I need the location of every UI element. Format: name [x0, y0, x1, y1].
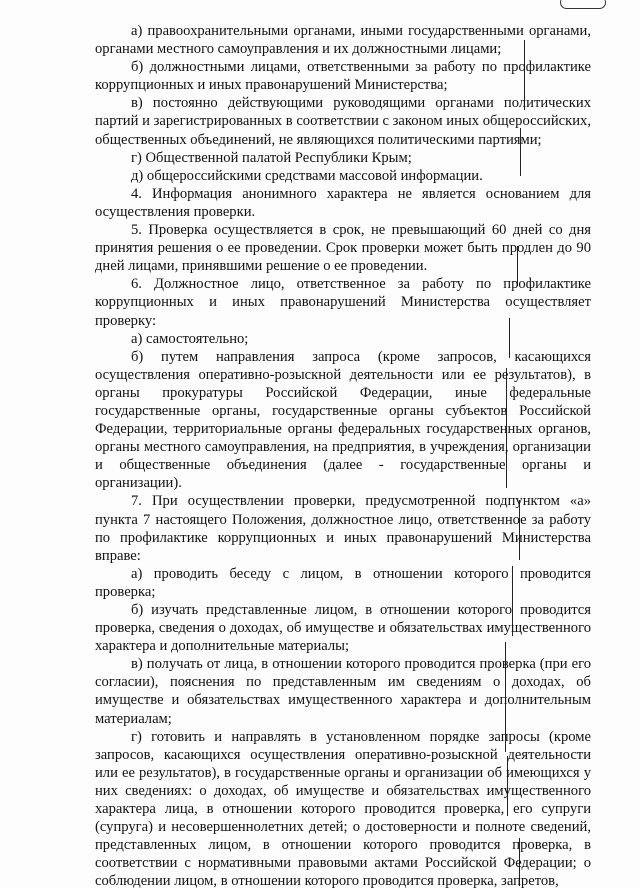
paragraph: 4. Информация анонимного характера не является основанием для осуществления проверки. [95, 185, 591, 220]
paragraph: д) общероссийскими средствами массовой информации. [131, 167, 483, 184]
paragraph: б) изучать представленные лицом, в отношении которого проводится проверка, сведения о доходах, об имуществе и обязательствах имущественного характера и дополнительные материалы; [95, 602, 591, 655]
paragraph: б) должностными лицами, ответственными за работу по профилактике коррупционных и иных правонарушений Министерства; [95, 59, 591, 94]
paragraph: б) путем направления запроса (кроме запросов, касающихся осуществления оперативно-розыскной деятельности или ее результатов), в органы прокуратуры Российской Федерации, иные федеральные государственные органы, государственные органы субъектов Российской Федерации, территориальные органы федеральных государственных органов, органы местного самоуправления, на предприятия, в учреждения, организации и общественные объединения (далее - государственные органы и организации). [95, 348, 591, 492]
paragraph: а) проводить беседу с лицом, в отношении которого проводится проверка; [95, 565, 591, 600]
paragraph: а) самостоятельно; [131, 330, 249, 347]
paragraph: 5. Проверка осуществляется в срок, не превышающий 60 дней со дня принятия решения о ее проведении. Срок проверки может быть продлен до 90 дней лицами, принявшими решение о ее проведении. [95, 222, 591, 275]
paragraph: 7. При осуществлении проверки, предусмотренной подпунктом «а» пункта 7 настоящего Положения, должностное лицо, ответственное за работу по профилактике коррупционных и иных правонарушений Министерства вправе: [95, 493, 591, 564]
paragraph: г) Общественной палатой Республики Крым; [131, 149, 412, 166]
page-corner-mark [560, 0, 606, 9]
paragraph: 6. Должностное лицо, ответственное за работу по профилактике коррупционных и иных правонарушений Министерства осуществляет проверку: [95, 276, 591, 329]
paragraph: г) готовить и направлять в установленном порядке запросы (кроме запросов, касающихся осуществления оперативно-розыскной деятельности или ее результатов), в государственные органы и организации об имеющихся у них сведениях: о доходах, об имуществе и обязательствах имущественного характера лица, в отношении которого проводится проверка, его супруги (супруга) и несовершеннолетних детей; о достоверности и полноте сведений, представленных лицом, в отношении которого проводится проверка, в соответствии с нормативными правовыми актами Российской Федерации; о соблюдении лицом, в отношении которого проводится проверка, запретов, [95, 728, 591, 890]
paragraph: а) правоохранительными органами, иными государственными органами, органами местного самоуправления и их должностными лицами; [95, 23, 591, 58]
paragraph: в) получать от лица, в отношении которого проводится проверка (при его согласии), пояснения по представленным им сведениям о доходах, об имуществе и обязательствах имущественного характера и дополнительным материалам; [95, 656, 591, 727]
paragraph: в) постоянно действующими руководящими органами политических партий и зарегистрированных в соответствии с законом иных общероссийских, общественных объединений, не являющихся политическими партиями; [95, 95, 591, 148]
document-body [95, 22, 591, 891]
